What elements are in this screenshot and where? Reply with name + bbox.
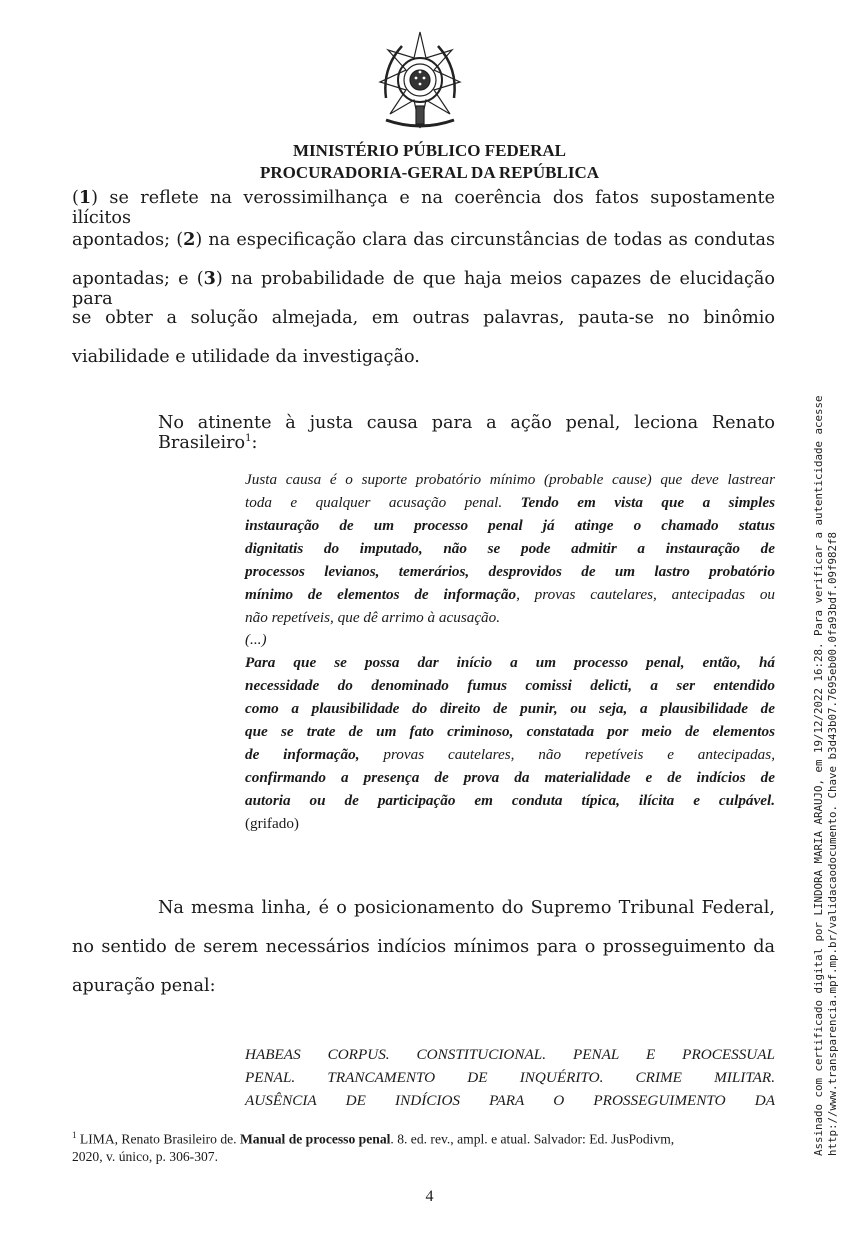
- text-line: se obter a solução almejada, em outras palavras, pauta-se no binômio: [72, 308, 775, 328]
- coat-of-arms-icon: [372, 28, 468, 136]
- quote-line: Para que se possa dar início a um processo penal, então, há: [245, 654, 775, 671]
- digital-signature-notice: [812, 96, 846, 1156]
- text: No atinente à justa causa para a ação penal, leciona Renato Brasileiro: [158, 413, 775, 453]
- text-line: Na mesma linha, é o posicionamento do Supremo Tribunal Federal,: [158, 898, 775, 918]
- quote-line: necessidade do denominado fumus comissi delicti, a ser entendido: [245, 677, 775, 694]
- text-line: [72, 187, 775, 228]
- quote-line: (...): [245, 631, 267, 648]
- enum-number: 2: [183, 229, 196, 250]
- paragraph-2: [158, 413, 775, 453]
- verification-link[interactable]: http://www.transparencia.mpf.mp.br/validacaodocumento. Chave b3d43b07.7695eb00.0fa93bdf.09f982f8: [826, 531, 839, 1156]
- quote-line: Justa causa é o suporte probatório mínimo (probable cause) que deve lastrear: [245, 471, 775, 488]
- text: LIMA, Renato Brasileiro de.: [76, 1131, 240, 1147]
- quote-line: instauração de um processo penal já atinge o chamado status: [245, 517, 775, 534]
- signature-line: Assinado com certificado digital por LINDORA MARIA ARAUJO, em 19/12/2022 16:28. Para verificar a autenticidade acesse: [812, 395, 825, 1156]
- text-line: [72, 268, 775, 309]
- quote-line: [245, 494, 775, 512]
- quote-line: como a plausibilidade do direito de punir, ou seja, a plausibilidade de: [245, 700, 775, 717]
- text: ) se reflete na verossimilhança e na coerência dos fatos supostamente ilícitos: [72, 188, 775, 228]
- enum-number: 3: [203, 268, 216, 289]
- quote-line: PENAL. TRANCAMENTO DE INQUÉRITO. CRIME MILITAR.: [245, 1069, 775, 1086]
- quote-line: (grifado): [245, 815, 299, 832]
- footnote-ref[interactable]: 1: [245, 433, 252, 445]
- emphasis: mínimo de elementos de informação: [245, 586, 517, 603]
- text-line: [72, 229, 775, 250]
- text: ) na probabilidade de que haja meios capazes de elucidação para: [72, 269, 775, 309]
- text: apontadas; e (: [72, 269, 204, 289]
- footnote-marker: 1: [72, 1130, 77, 1140]
- quote-line: [245, 746, 775, 764]
- quote-line: autoria ou de participação em conduta típica, ilícita e culpável.: [245, 792, 775, 809]
- text-line: no sentido de serem necessários indícios mínimos para o prosseguimento da: [72, 937, 775, 957]
- text: apontados; (: [72, 230, 184, 250]
- quote-line: processos levianos, temerários, desprovidos de um lastro probatório: [245, 563, 775, 580]
- quote-line: [245, 586, 775, 604]
- text: toda e qualquer acusação penal.: [245, 494, 521, 511]
- text: :: [251, 433, 258, 453]
- quote-line: HABEAS CORPUS. CONSTITUCIONAL. PENAL E PROCESSUAL: [245, 1046, 775, 1063]
- emphasis: de informação,: [245, 746, 360, 763]
- emphasis: Tendo em vista que a simples: [520, 494, 776, 511]
- book-title: Manual de processo penal: [239, 1131, 391, 1147]
- text-line: apuração penal:: [72, 976, 216, 996]
- text: , provas cautelares, antecipadas ou: [516, 586, 776, 603]
- quote-line: que se trate de um fato criminoso, constatada por meio de elementos: [245, 723, 775, 740]
- text: provas cautelares, não repetíveis e antecipadas,: [359, 746, 775, 763]
- text-line: viabilidade e utilidade da investigação.: [72, 347, 420, 367]
- footnote-line-2: 2020, v. único, p. 306-307.: [72, 1149, 218, 1164]
- quote-line: AUSÊNCIA DE INDÍCIOS PARA O PROSSEGUIMENTO DA: [245, 1092, 775, 1109]
- page-number: 4: [425, 1188, 434, 1205]
- org-subname: PROCURADORIA-GERAL DA REPÚBLICA: [259, 163, 600, 182]
- text: (: [72, 188, 79, 208]
- text: . 8. ed. rev., ampl. e atual. Salvador: Ed. JusPodivm,: [390, 1131, 675, 1147]
- quote-line: não repetíveis, que dê arrimo à acusação.: [245, 609, 501, 626]
- text: ) na especificação clara das circunstâncias de todas as condutas: [195, 230, 775, 250]
- org-name: MINISTÉRIO PÚBLICO FEDERAL: [293, 141, 566, 160]
- enum-number: 1: [78, 187, 92, 208]
- quote-line: confirmando a presença de prova da materialidade e de indícios de: [245, 769, 775, 786]
- quote-line: dignitatis do imputado, não se pode admitir a instauração de: [245, 540, 775, 557]
- footnote-separator: [72, 1120, 292, 1121]
- footnote: [72, 1130, 775, 1148]
